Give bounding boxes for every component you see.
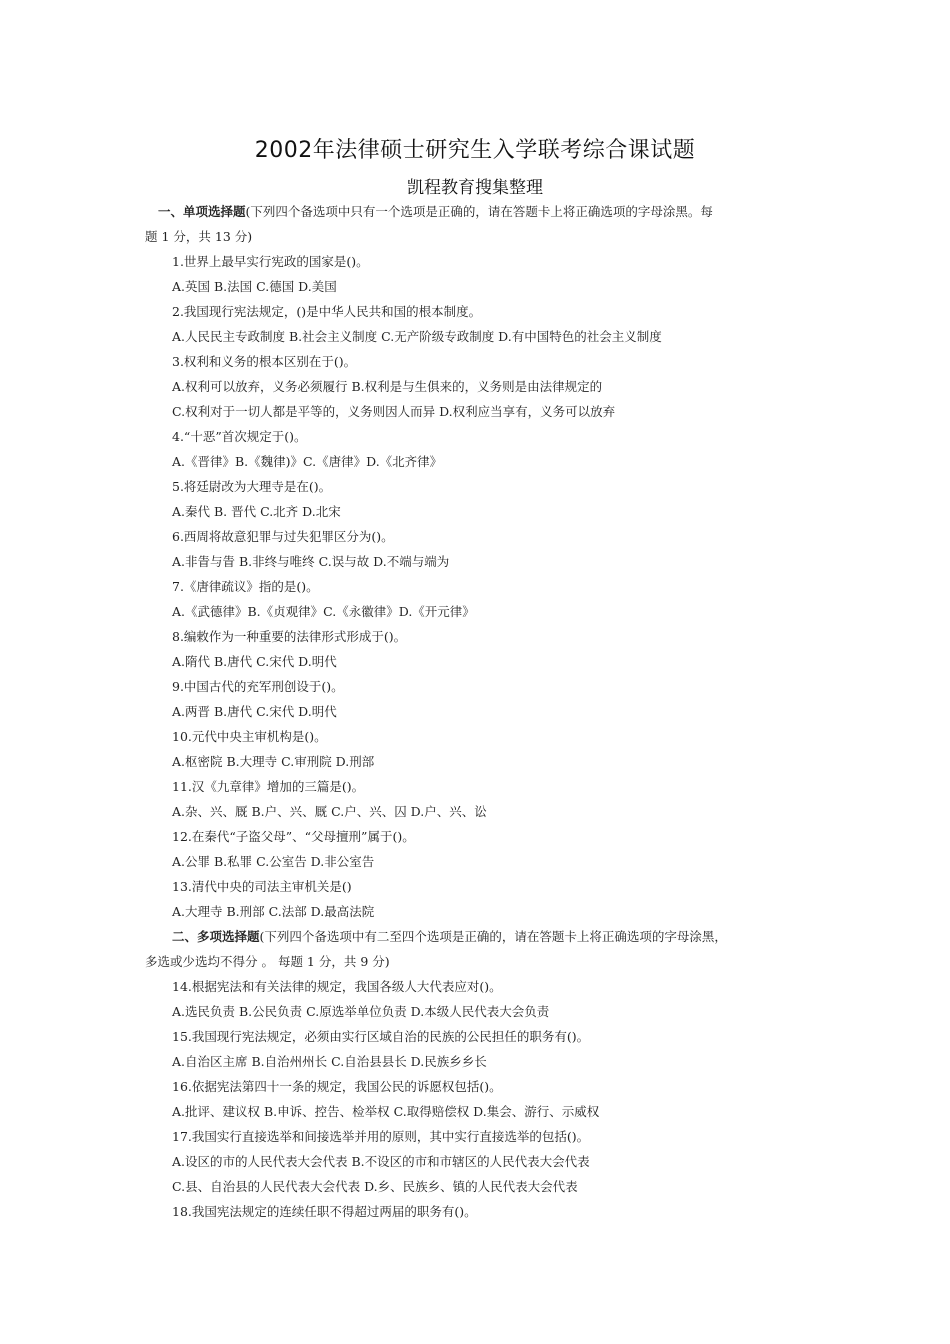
question-line: 4.“十恶”首次规定于()。 [172, 429, 307, 444]
section-1-heading-line [158, 203, 713, 221]
options-line: A.选民负责 B.公民负责 C.原选举单位负责 D.本级人民代表大会负责 [172, 1004, 550, 1019]
section-1-description: (下列四个备选项中只有一个选项是正确的，请在答题卡上将正确选项的字母涂黑。每 [245, 204, 713, 219]
options-line: A.非眚与眚 B.非终与唯终 C.误与故 D.不端与端为 [172, 554, 450, 569]
question-line: 13.清代中央的司法主审机关是() [172, 879, 352, 894]
options-line: A.人民民主专政制度 B.社会主义制度 C.无产阶级专政制度 D.有中国特色的社会主义制度 [172, 329, 662, 344]
options-line: A.英国 B.法国 C.德国 D.美国 [172, 279, 337, 294]
options-line: A.两晋 B.唐代 C.宋代 D.明代 [172, 704, 337, 719]
section-2-description: (下列四个备选项中有二至四个选项是正确的，请在答题卡上将正确选项的字母涂黑， [259, 929, 727, 944]
section-2-heading-line [172, 928, 727, 946]
section-1-heading: 一、单项选择题 [158, 204, 246, 219]
options-line: A.自治区主席 B.自治州州长 C.自治县县长 D.民族乡乡长 [172, 1054, 487, 1069]
question-line: 8.编敕作为一种重要的法律形式形成于()。 [172, 629, 407, 644]
section-2-description-cont: 多选或少选均不得分 。 每题 1 分，共 9 分) [145, 954, 390, 969]
options-line: A.大理寺 B.刑部 C.法部 D.最高法院 [172, 904, 375, 919]
question-line: 11.汉《九章律》增加的三篇是()。 [172, 779, 365, 794]
options-line: A.《晋律》B.《魏律)》C.《唐律》D.《北齐律》 [172, 454, 443, 469]
page-subtitle: 凯程教育搜集整理 [407, 178, 543, 198]
options-line: A.权利可以放弃，义务必须履行 B.权利是与生俱来的，义务则是由法律规定的 [172, 379, 603, 394]
section-1-description-cont: 题 1 分，共 13 分) [145, 229, 253, 244]
options-line: A.公罪 B.私罪 C.公室告 D.非公室告 [172, 854, 375, 869]
options-line: C.县、自治县的人民代表大会代表 D.乡、民族乡、镇的人民代表大会代表 [172, 1179, 578, 1194]
question-line: 1.世界上最早实行宪政的国家是()。 [172, 254, 369, 269]
question-line: 12.在秦代“子盗父母”、“父母擅刑”属于()。 [172, 829, 415, 844]
options-line: A.隋代 B.唐代 C.宋代 D.明代 [172, 654, 337, 669]
question-line: 7.《唐律疏议》指的是()。 [172, 579, 319, 594]
question-line: 6.西周将故意犯罪与过失犯罪区分为()。 [172, 529, 394, 544]
question-line: 17.我国实行直接选举和间接选举并用的原则，其中实行直接选举的包括()。 [172, 1129, 590, 1144]
options-line: A.批评、建议权 B.申诉、控告、检举权 C.取得赔偿权 D.集会、游行、示威权 [172, 1104, 600, 1119]
question-line: 3.权利和义务的根本区别在于()。 [172, 354, 357, 369]
question-line: 5.将廷尉改为大理寺是在()。 [172, 479, 332, 494]
options-line: A.设区的市的人民代表大会代表 B.不设区的市和市辖区的人民代表大会代表 [172, 1154, 590, 1169]
question-line: 15.我国现行宪法规定，必须由实行区域自治的民族的公民担任的职务有()。 [172, 1029, 590, 1044]
section-2-heading: 二、多项选择题 [172, 929, 260, 944]
question-line: 2.我国现行宪法规定，()是中华人民共和国的根本制度。 [172, 304, 482, 319]
question-line: 18.我国宪法规定的连续任职不得超过两届的职务有()。 [172, 1204, 477, 1219]
question-line: 16.依据宪法第四十一条的规定，我国公民的诉愿权包括()。 [172, 1079, 502, 1094]
question-line: 9.中国古代的充军刑创设于()。 [172, 679, 344, 694]
options-line: A.杂、兴、厩 B.户、兴、厩 C.户、兴、囚 D.户、兴、讼 [172, 804, 487, 819]
question-line: 10.元代中央主审机构是()。 [172, 729, 327, 744]
options-line: C.权利对于一切人都是平等的，义务则因人而异 D.权利应当享有，义务可以放弃 [172, 404, 616, 419]
options-line: A.《武德律》B.《贞观律》C.《永徽律》D.《开元律》 [172, 604, 475, 619]
question-line: 14.根据宪法和有关法律的规定，我国各级人大代表应对()。 [172, 979, 502, 994]
options-line: A.秦代 B. 晋代 C.北齐 D.北宋 [172, 504, 341, 519]
page-title: 2002年法律硕士研究生入学联考综合课试题 [254, 138, 696, 163]
options-line: A.枢密院 B.大理寺 C.审刑院 D.刑部 [172, 754, 375, 769]
